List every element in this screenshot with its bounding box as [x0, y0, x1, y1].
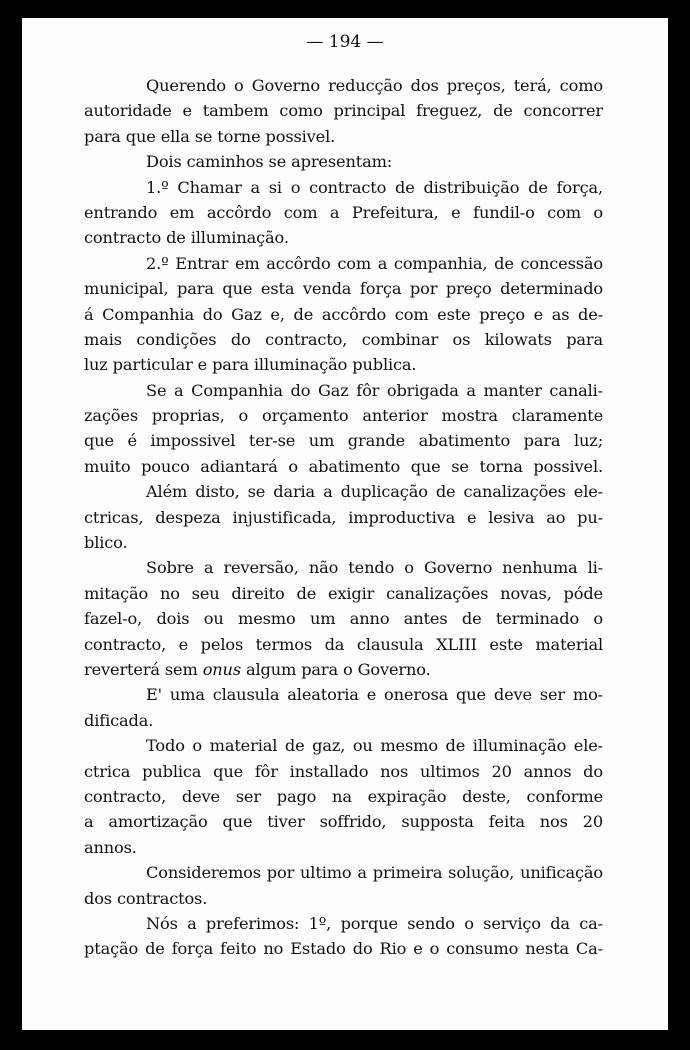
text-line: contracto de illuminação. [84, 228, 289, 248]
text-line: blico. [84, 533, 128, 553]
text-line: dos contractos. [84, 888, 208, 908]
text-line: annos. [84, 837, 137, 857]
text-line: 1.º Chamar a si o contracto de distribuição de força, [146, 177, 603, 197]
text-line: á Companhia do Gaz e, de accôrdo com este preço e as de- [84, 304, 603, 324]
text-line: muito pouco adiantará o abatimento que se torna possivel. [84, 456, 603, 476]
text-line: contracto, e pelos termos da clausula XLIII este material [84, 634, 603, 654]
text-line: para que ella se torne possivel. [84, 126, 336, 146]
text-line: municipal, para que esta venda força por preço determinado [84, 279, 603, 299]
text-line: contracto, deve ser pago na expiração deste, conforme [84, 786, 603, 806]
text-line: dificada. [84, 710, 154, 730]
text-line: Nós a preferimos: 1º, porque sendo o serviço da ca- [146, 913, 603, 933]
body-text [84, 73, 603, 962]
text-line: ctricas, despeza injustificada, improductiva e lesiva ao pu- [84, 507, 603, 527]
text-line: mitação no seu direito de exigir canalizações novas, póde [84, 583, 603, 603]
text-line: Dois caminhos se apresentam: [146, 152, 393, 172]
text-line: autoridade e tambem como principal freguez, de concorrer [84, 101, 603, 121]
text-line: que é impossivel ter-se um grande abatimento para luz; [84, 431, 603, 451]
text-line: Sobre a reversão, não tendo o Governo nenhuma li- [146, 558, 603, 578]
text-line: Querendo o Governo reducção dos preços, terá, como [146, 76, 603, 95]
text-segment: algum para o Governo. [241, 659, 431, 679]
text-line: Se a Companhia do Gaz fôr obrigada a manter canali- [146, 380, 603, 400]
text-line: Além disto, se daria a duplicação de canalizações ele- [146, 482, 603, 502]
text-line: luz particular e para illuminação publica. [84, 355, 417, 375]
text-line: E' uma clausula aleatoria e onerosa que deve ser mo- [146, 685, 603, 705]
text-line: Todo o material de gaz, ou mesmo de illuminação ele- [146, 736, 603, 756]
page-number: — 194 — [306, 32, 384, 52]
text-line: fazel-o, dois ou mesmo um anno antes de terminado o [84, 609, 603, 629]
italic-word: onus [202, 659, 241, 679]
text-line: Consideremos por ultimo a primeira solução, unificação [146, 863, 603, 883]
document-page [22, 18, 668, 1030]
text-line: 2.º Entrar em accôrdo com a companhia, de concessão [146, 253, 603, 273]
text-line: zações proprias, o orçamento anterior mostra claramente [84, 406, 603, 426]
text-line: entrando em accôrdo com a Prefeitura, e fundil-o com o [84, 202, 603, 222]
text-line: a amortização que tiver soffrido, supposta feita nos 20 [84, 812, 603, 832]
text-segment: reverterá sem [84, 659, 203, 679]
text-line: ctrica publica que fôr installado nos ultimos 20 annos do [84, 761, 603, 781]
text-line: mais condições do contracto, combinar os kilowats para [84, 329, 603, 349]
text-line [84, 657, 603, 682]
text-line: ptação de força feito no Estado do Rio e o consumo nesta Ca- [84, 939, 603, 959]
